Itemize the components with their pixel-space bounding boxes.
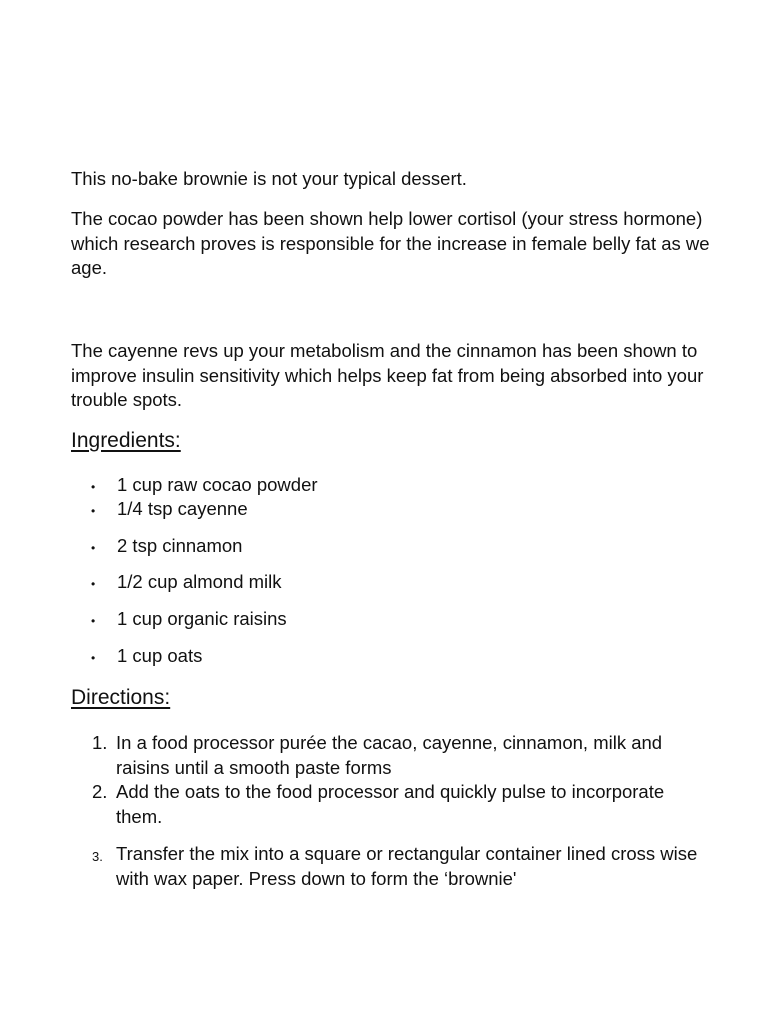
ingredient-label: 2 tsp cinnamon <box>117 535 243 556</box>
bullet-icon: • <box>91 651 96 665</box>
list-item <box>91 607 287 633</box>
bullet-icon: • <box>91 504 96 518</box>
step-number: 1. <box>92 732 108 753</box>
bullet-icon: • <box>91 480 96 494</box>
step-number: 3. <box>92 849 103 864</box>
ingredient-label: 1 cup raw cocao powder <box>117 474 318 495</box>
list-item <box>91 644 202 670</box>
intro-paragraph-2: The cocao powder has been shown help lower cortisol (your stress hormone) which research proves is responsible for the increase in female belly fat as we age. <box>71 208 710 278</box>
list-item <box>92 780 712 829</box>
directions-heading: Directions: <box>71 686 171 709</box>
ingredient-label: 1 cup oats <box>117 645 203 666</box>
list-item <box>91 497 248 523</box>
ingredient-label: 1/4 tsp cayenne <box>117 498 248 519</box>
list-item <box>92 731 712 780</box>
ingredients-heading: Ingredients: <box>71 429 181 452</box>
step-text: Add the oats to the food processor and quickly pulse to incorporate them. <box>116 781 665 827</box>
bullet-icon: • <box>91 614 96 628</box>
step-text: Transfer the mix into a square or rectangular container lined cross wise with wax paper. Press down to form the ‘brownie' <box>116 843 698 889</box>
bullet-icon: • <box>91 577 96 591</box>
list-item <box>92 842 712 891</box>
ingredient-label: 1 cup organic raisins <box>117 608 287 629</box>
bullet-icon: • <box>91 541 96 555</box>
intro-paragraph-1: This no-bake brownie is not your typical dessert. <box>71 168 467 189</box>
step-number: 2. <box>92 781 108 802</box>
list-item <box>91 534 242 560</box>
list-item <box>91 570 282 596</box>
intro-paragraph-3: The cayenne revs up your metabolism and the cinnamon has been shown to improve insulin sensitivity which helps keep fat from being absorbed into your trouble spots. <box>71 340 704 410</box>
list-item <box>91 473 318 499</box>
step-text: In a food processor purée the cacao, cayenne, cinnamon, milk and raisins until a smooth paste forms <box>116 732 663 778</box>
ingredient-label: 1/2 cup almond milk <box>117 571 282 592</box>
